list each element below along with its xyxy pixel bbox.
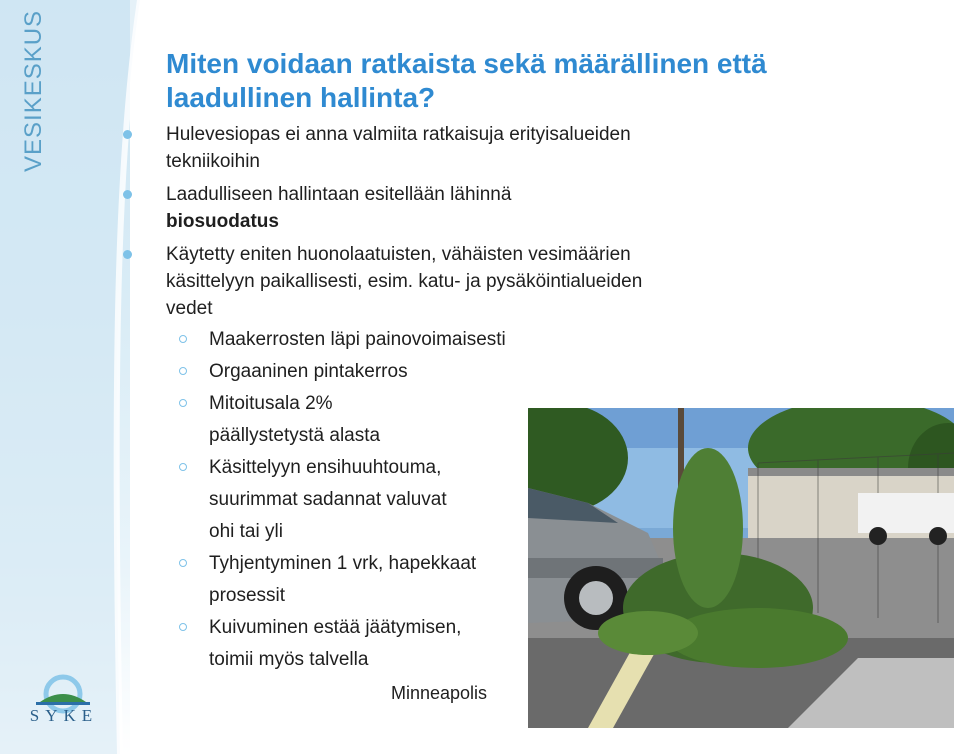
- sub-bullet-ring-icon: [179, 399, 187, 407]
- brand-vertical-label: [20, 9, 50, 172]
- parking-lot-photo: [528, 408, 954, 728]
- syke-logo-text: SYKE: [29, 706, 99, 725]
- bullet-bold-text: biosuodatus: [166, 211, 279, 232]
- sub-bullet-text: Orgaaninen pintakerros: [209, 361, 408, 382]
- sub-bullet-text: ohi tai yli: [209, 521, 283, 542]
- photo-caption: Minneapolis: [391, 683, 488, 703]
- sub-bullet-text: suurimmat sadannat valuvat: [209, 489, 447, 510]
- bullet-text: Hulevesiopas ei anna valmiita ratkaisuja erityisalueiden tekniikoihin: [166, 124, 631, 172]
- sub-bullet-ring-icon: [179, 623, 187, 631]
- sub-bullet-ring-icon: [179, 335, 187, 343]
- sub-bullet-item: [209, 388, 549, 452]
- sub-bullet-ring-icon: [179, 559, 187, 567]
- sub-bullet-item: [209, 612, 549, 676]
- bullet-item: [166, 181, 686, 235]
- bullet-dot-icon: [123, 130, 132, 139]
- sub-bullet-text: Kuivuminen estää jäätymisen,: [209, 617, 462, 638]
- sub-bullet-text: Tyhjentyminen 1 vrk, hapekkaat: [209, 553, 477, 574]
- sub-bullet-ring-icon: [179, 463, 187, 471]
- bullet-dot-icon: [123, 250, 132, 259]
- sub-bullet-item: [209, 356, 549, 388]
- sub-bullet-text: Käsittelyyn ensihuuhtouma,: [209, 457, 442, 478]
- bullet-text: Käytetty eniten huonolaatuisten, vähäisten vesimäärien käsittelyyn paikallisesti, esim. katu- ja pysäköintialueiden vedet: [166, 244, 643, 319]
- bullet-item: [166, 241, 686, 322]
- sub-bullet-text: Maakerrosten läpi painovoimaisesti: [209, 329, 506, 350]
- sub-bullet-text: päällystetystä alasta: [209, 425, 381, 446]
- sub-bullet-ring-icon: [179, 367, 187, 375]
- brand-vertical-text: VESIKESKUS: [20, 9, 47, 172]
- sub-bullet-item: [209, 324, 549, 356]
- bullet-item: [166, 121, 686, 175]
- bullet-dot-icon: [123, 190, 132, 199]
- bullet-text: Laadulliseen hallintaan esitellään lähinnä: [166, 184, 512, 205]
- sub-bullet-text: Mitoitusala 2%: [209, 393, 333, 414]
- sub-bullet-item: [209, 452, 549, 548]
- sub-bullet-text: prosessit: [209, 585, 286, 606]
- sub-bullet-text: toimii myös talvella: [209, 649, 369, 670]
- sub-bullet-item: [209, 548, 549, 612]
- photo-illustration: [528, 408, 954, 728]
- slide-title: Miten voidaan ratkaista sekä määrällinen että laadullinen hallinta?: [166, 48, 767, 113]
